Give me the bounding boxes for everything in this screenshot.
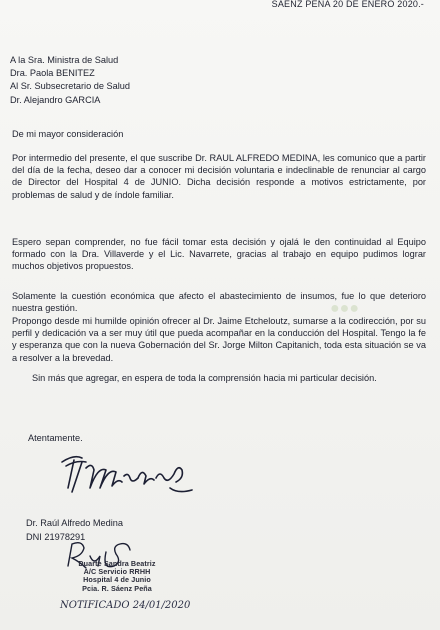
- recipient-line-2: Dra. Paola BENITEZ: [10, 68, 95, 78]
- paragraph-5: Sin más que agregar, en espera de toda la comprensión hacia mi particular decisión.: [32, 373, 377, 383]
- stamp-line-3: Hospital 4 de Junio: [83, 575, 151, 585]
- signer-dni: DNI 21978291: [26, 532, 86, 542]
- watermark-logo: ●●●: [330, 300, 359, 317]
- stamp-line-4: Pcia. R. Sáenz Peña: [82, 583, 152, 593]
- paragraph-2: Espero sepan comprender, no fue fácil tomar esta decisión y ojalá le den continuidad al Equipo formado con la Dra. Villaverde y el Lic. Navarrete, gracias al trabajo en equipo pudimos lograr muchos objetivos propuestos.: [12, 237, 426, 272]
- hr-stamp: [57, 560, 177, 593]
- paragraph-1: Por intermedio del presente, el que suscribe Dr. RAUL ALFREDO MEDINA, les comunico que a partir del día de la fecha, deseo dar a conocer mi decisión voluntaria e indeclinable de renunciar al cargo de Director del Hospital 4 de JUNIO. Dicha decisión responde a motivos estrictamente, por problemas de salud y de índole familiar.: [12, 153, 426, 200]
- signature-image: [52, 448, 202, 508]
- greeting: De mi mayor consideración: [12, 129, 124, 139]
- paragraph-4: Propongo desde mi humilde opinión ofrecer al Dr. Jaime Etcheloutz, sumarse a la codirección, por su perfil y dedicación va a ser muy útil que pueda acompañar en la conducción del Hospital. Tengo la fe y esperanza que con la nueva Gobernación del Sr. Jorge Milton Capitanich, toda esta situación se va a resolver a la brevedad.: [12, 316, 426, 363]
- closing: Atentamente.: [28, 433, 83, 443]
- letter-date: SAENZ PEÑA 20 DE ENERO 2020.-: [271, 0, 424, 9]
- stamp-line-1: Duarte Sandra Beatriz: [78, 559, 156, 568]
- handwritten-notification: NOTIFICADO 24/01/2020: [60, 600, 191, 611]
- recipient-line-4: Dr. Alejandro GARCIA: [10, 95, 101, 105]
- recipient-line-1: A la Sra. Ministra de Salud: [10, 55, 119, 65]
- recipient-line-3: Al Sr. Subsecretario de Salud: [10, 81, 131, 91]
- stamp-line-2: A/C Servicio RRHH: [83, 567, 151, 577]
- signer-name: Dr. Raúl Alfredo Medina: [26, 518, 124, 528]
- paragraph-3: Solamente la cuestión económica que afecto el abastecimiento de insumos, fue lo que deterioro nuestra gestión.: [12, 291, 426, 314]
